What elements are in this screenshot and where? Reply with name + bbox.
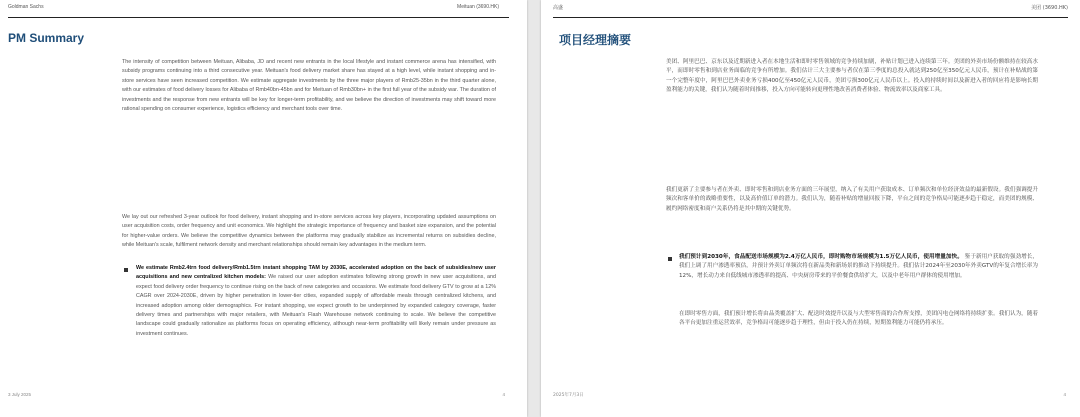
bullet-paragraph-1: [679, 253, 1038, 301]
header-right: Meituan (3690.HK): [457, 4, 499, 10]
header-left: 高盛: [553, 5, 564, 11]
footer-date: 3 July 2025: [8, 392, 32, 397]
page-title: 项目经理摘要: [559, 33, 632, 47]
header-right: 美团 (3690.HK): [1031, 5, 1068, 11]
footer-date: 2025年7月3日: [553, 393, 584, 398]
page-title: PM Summary: [8, 31, 85, 45]
bullet-marker: [668, 257, 672, 261]
summary-paragraph-1: 美团、阿里巴巴、京东以及近期新进入者在本地生活和即时零售领域的竞争持续加剧，补贴计划已进入连续第三年。美团的外卖市场份额维持在较高水平，而即时零售和到店业务面临的竞争有所增加。我们估计三大主要参与者仅在第三季度的总投入就达到250亿至350亿元人民币，预计在补贴战的第一个完整年度中，阿里巴巴外卖业务亏损400亿至450亿元人民币，美团亏损300亿元人民币以上。投入的持续时间以及新进入者的回应将是影响长期盈利能力的关键，我们认为随着时间推移，投入方向可能转向更理性地改善消费者体验、物流效率以及商家工具。: [666, 59, 1038, 94]
header-left: Goldman Sachs: [8, 4, 44, 10]
right-page: [541, 0, 1080, 417]
summary-paragraph-2: 我们更新了主要参与者在外卖、即时零售和到店业务方面的三年展望，纳入了有关用户获取成本、订单频次和单位经济效益的最新假设。我们强调提升频次和客单价的战略重要性，以及高价值订单的潜力。我们认为，随着补贴的增量回报下降，平台之间的竞争格局可能逐步趋于稳定，而美团的规模、履约网络密度和商户关系仍将是其中期的关键优势。: [666, 187, 1038, 212]
bullet-body: 鉴于新用户获取的强劲增长，我们上调了用户渗透率预估，并预计外卖订单频次将在新品类和新场景的推动下持续提升。我们估计2024年至2030年外卖GTV的年复合增长率为12%，增长动力来自低线城市渗透率的提高、中央厨房带来的平价餐食供给扩大，以及中老年用户群体的使用增加。: [679, 254, 1038, 279]
bullet-lead: We estimate Rmb2.4trn food delivery/Rmb1.5trn instant shopping TAM by 2030E, accelerated adoption on the back of subsidies/new user acquisitions and new centralized kitchen models:: [136, 265, 496, 281]
bullet-body: We raised our user adoption estimates following strong growth in new user acquisitions, and expect food delivery order frequency to continue rising on the back of new categories and occasions. We estimate food delivery GTV to grow at a 12% CAGR over 2024-2030E, driven by higher penetration in lower-tier cities, expanded supply of affordable meals through centralized kitchens, and increased adoption among older demographics. For instant shopping, we expect growth to be underpinned by expanded category coverage, faster delivery times and partnerships with major retailers, with Meituan's Flash Warehouse network continuing to scale. We believe the competitive landscape could gradually rationalize as platforms focus on operating efficiency, although near-term profitability will likely remain under pressure as investment continues.: [136, 274, 496, 337]
left-page: [0, 0, 527, 417]
header-rule: [553, 17, 1068, 18]
bullet-paragraph-1: [136, 264, 496, 384]
bullet-marker: [124, 268, 128, 272]
page-number: 4: [502, 392, 505, 397]
summary-paragraph-1: The intensity of competition between Meituan, Alibaba, JD and recent new entrants in the local lifestyle and instant commerce arena has intensified, with subsidy programs continuing into a third consecutive year. Meituan's food delivery market share has stayed at a high level, while instant shopping and in-store services have seen increased competition. We estimate aggregate investments by the three major players of Rmb25-35bn in the third quarter alone, with our estimates of food delivery losses for Alibaba of Rmb40bn-45bn and for Meituan of Rmb30bn+ in the first full year of the subsidy war. The duration of investments and the response from new entrants will be key for longer-term profitability, and we believe the direction of investments may shift toward more rational spending on consumer experience, logistics efficiency and merchant tools over time.: [122, 59, 496, 113]
bullet-paragraph-2: 在即时零售方面，我们预计增长将由品类覆盖扩大、配送时效提升以及与大型零售商的合作所支撑，美团闪电仓网络将持续扩张。我们认为，随着各平台更加注重运营效率，竞争格局可能逐步趋于理性，但由于投入仍在持续，短期盈利能力可能仍将承压。: [679, 311, 1038, 327]
summary-paragraph-2: We lay out our refreshed 3-year outlook for food delivery, instant shopping and in-store services across key players, incorporating updated assumptions on user acquisition costs, order frequency and unit economics. We highlight the strategic importance of frequency and basket size expansion, and the potential for higher-value orders. We believe the competitive dynamics between the platforms may gradually stabilize as incremental returns on subsidies decline, while Meituan's scale, fulfilment network density and merchant relationships should remain key advantages in the medium term.: [122, 214, 496, 249]
bullet-lead: 我们预计到2030年，食品配送市场规模为2.4万亿人民币，即时购物市场规模为1.5万亿人民币，使用增量加快。: [679, 254, 963, 260]
page-number: 4: [1063, 392, 1066, 397]
header-rule: [8, 17, 509, 18]
